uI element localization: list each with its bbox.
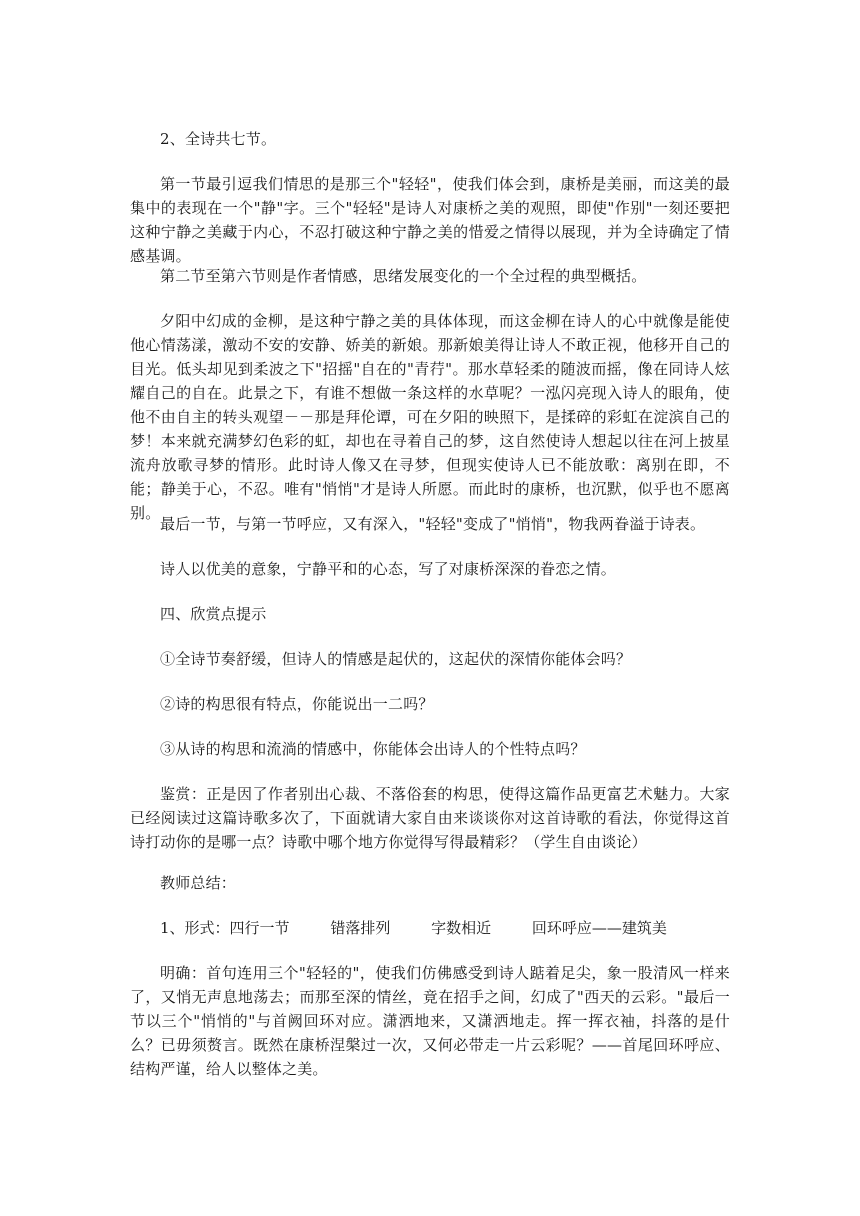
paragraph-summary: 诗人以优美的意象，宁静平和的心态，写了对康桥深深的眷恋之情。 (160, 560, 617, 578)
section-heading-appreciation: 四、欣赏点提示 (160, 605, 267, 623)
paragraph-stanzas-two-to-six: 第二节至第六节则是作者情感，思绪发展变化的一个全过程的典型概括。 (160, 267, 647, 285)
paragraph-first-stanza: 第一节最引逗我们情思的是那三个"轻轻"，使我们体会到，康桥是美丽，而这美的最集中的表现在一个"静"字。三个"轻轻"是诗人对康桥之美的观照，即使"作别"一刻还要把这种宁静之美藏于内心，不忍打破这种宁静之美的惜爱之情得以展现，并为全诗确定了情感基调。 (130, 175, 730, 265)
paragraph-last-stanza: 最后一节，与第一节呼应，又有深入，"轻轻"变成了"悄悄"，物我两眷溢于诗表。 (160, 515, 706, 533)
teacher-summary-heading: 教师总结： (160, 874, 237, 892)
form-item-word-count: 字数相近 (431, 919, 492, 937)
question-2: ②诗的构思很有特点，你能说出一二吗？ (160, 695, 434, 713)
paragraph-golden-willow: 夕阳中幻成的金柳，是这种宁静之美的具体体现，而这金柳在诗人的心中就像是能使他心情荡漾，激动不安的安静、娇美的新娘。那新娘美得让诗人不敢正视，他移开自己的目光。低头却见到柔波之下"招摇"自在的"青荇"。那水草轻柔的随波而摇，像在同诗人炫耀自己的自在。此景之下，有谁不想做一条这样的水草呢？一泓闪亮现入诗人的眼角，使他不由自主的转头观望－－那是拜伦谭，可在夕阳的映照下，是揉碎的彩虹在淀滨自己的梦！本来就充满梦幻色彩的虹，却也在寻着自己的梦，这自然使诗人想起以往在河上披星流舟放歌寻梦的情形。此时诗人像又在寻梦，但现实使诗人已不能放歌：离别在即，不能；静美于心，不忍。唯有"悄悄"才是诗人所愿。而此时的康桥，也沉默，似乎也不愿离别。 (130, 312, 730, 522)
question-1: ①全诗节奏舒缓，但诗人的情感是起伏的，这起伏的深情你能体会吗？ (160, 650, 632, 668)
paragraph-appreciation: 鉴赏：正是因了作者别出心裁、不落俗套的构思，使得这篇作品更富艺术魅力。大家已经阅读过这篇诗歌多次了，下面就请大家自由来谈谈你对这首诗歌的看法，你觉得这首诗打动你的是哪一点？诗歌中哪个地方你觉得写得最精彩？（学生自由谈论） (130, 785, 730, 851)
question-3: ③从诗的构思和流淌的情感中，你能体会出诗人的个性特点吗？ (160, 740, 586, 758)
section-heading-seven-stanzas: 2、全诗共七节。 (160, 130, 277, 148)
form-item-echo: 回环呼应——建筑美 (531, 919, 667, 937)
form-item-staggered: 错落排列 (330, 919, 391, 937)
form-item-stanza: 1、形式：四行一节 (160, 919, 290, 937)
form-summary-line (160, 916, 730, 940)
paragraph-clarification: 明确：首句连用三个"轻轻的"，使我们仿佛感受到诗人踮着足尖，象一股清风一样来了，又悄无声息地荡去；而那至深的情丝，竟在招手之间，幻成了"西天的云彩。"最后一节以三个"悄悄的"与首阙回环对应。潇洒地来，又潇洒地走。挥一挥衣袖，抖落的是什么？已毋须赘言。既然在康桥涅槃过一次，又何必带走一片云彩呢？——首尾回环呼应、结构严谨，给人以整体之美。 (130, 964, 730, 1078)
